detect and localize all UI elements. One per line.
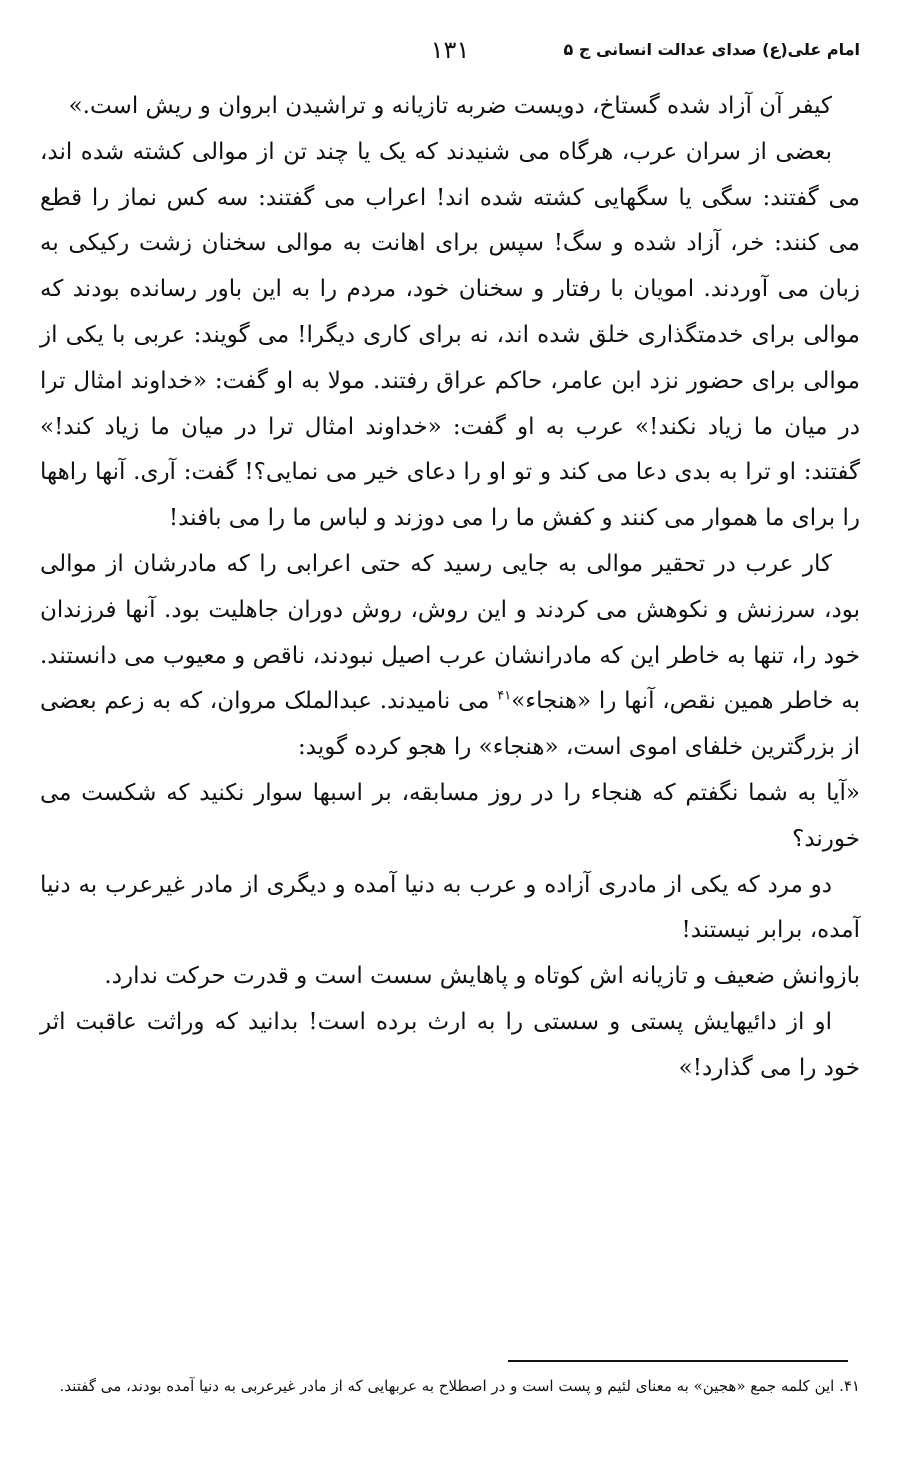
page-number: ۱۳۱ — [430, 36, 470, 64]
page-body — [40, 84, 860, 1092]
page-header — [40, 36, 860, 72]
verse-4: او از دائیهایش پستی و سستی را به ارث برده است! بدانید که وراثت عاقبت اثر خود را می گذارد!» — [40, 1008, 860, 1081]
paragraph-3 — [40, 542, 860, 771]
paragraph-3-part-2: می نامیدند. عبدالملک مروان، که به زعم بعضی از بزرگترین خلفای اموی است، «هنجاء» را هجو کرده گوید: — [40, 688, 860, 761]
verse-3: بازوانش ضعیف و تازیانه اش کوتاه و پاهایش سست است و قدرت حرکت ندارد. — [104, 963, 860, 990]
footnote-reference[interactable]: ۴۱ — [497, 688, 512, 704]
footnote-divider — [508, 1360, 848, 1362]
paragraph-1: کیفر آن آزاد شده گستاخ، دویست ضربه تازیانه و تراشیدن ابروان و ریش است.» — [68, 93, 832, 119]
verse-1: «آیا به شما نگفتم که هنجاء را در روز مسابقه، بر اسبها سوار نکنید که شکست می خورند؟ — [40, 779, 860, 852]
paragraph-3-part-1: کار عرب در تحقیر موالی به جایی رسید که حتی اعرابی را که مادرشان از موالی بود، سرزنش و نکوهش می کردند و این روش، روش دوران جاهلیت بود. آنها فرزندان خود را، تنها به خاطر این که مادرانشان عرب اصیل نبودند، ناقص و معیوب می دانستند. به خاطر همین نقص، آنها را «هنجاء» — [40, 550, 860, 715]
book-title: امام علی(ع) صدای عدالت انسانی ج ۵ — [563, 40, 860, 59]
footnote: ۴۱. این کلمه جمع «هجین» به معنای لئیم و پست است و در اصطلاح به عربهایی که از مادر غیرعربی به دنیا آمده بودند، می گفتند. — [59, 1377, 860, 1395]
paragraph-2: بعضی از سران عرب، هرگاه می شنیدند که یک یا چند تن از موالی کشته شده اند، می گفتند: سگی یا سگهایی کشته شده اند! اعراب می گفتند: سه کس نماز را قطع می کنند: خر، آزاد شده و سگ! سپس برای اهانت به موالی سخنان زشت رکیکی به زبان می آوردند. امویان با رفتار و سخنان خود، مردم را به این باور رسانده بودند که موالی برای خدمتگذاری خلق شده اند، نه برای کاری دیگرا! می گویند: عربی با یکی از موالی برای حضور نزد ابن عامر، حاکم عراق رفتند. مولا به او گفت: «خداوند امثال ترا در میان ما زیاد نکند!» عرب به او گفت: «خداوند امثال ترا در میان ما زیاد کند!» گفتند: او ترا به بدی دعا می کند و تو او را دعای خیر می نمایی؟! گفت: آری. آنها راهها را برای ما هموار می کنند و کفش ما را می دوزند و لباس ما را می بافند! — [40, 138, 860, 532]
verse-2: دو مرد که یکی از مادری آزاده و عرب به دنیا آمده و دیگری از مادر غیرعرب به دنیا آمده، برابر نیستند! — [40, 871, 860, 944]
